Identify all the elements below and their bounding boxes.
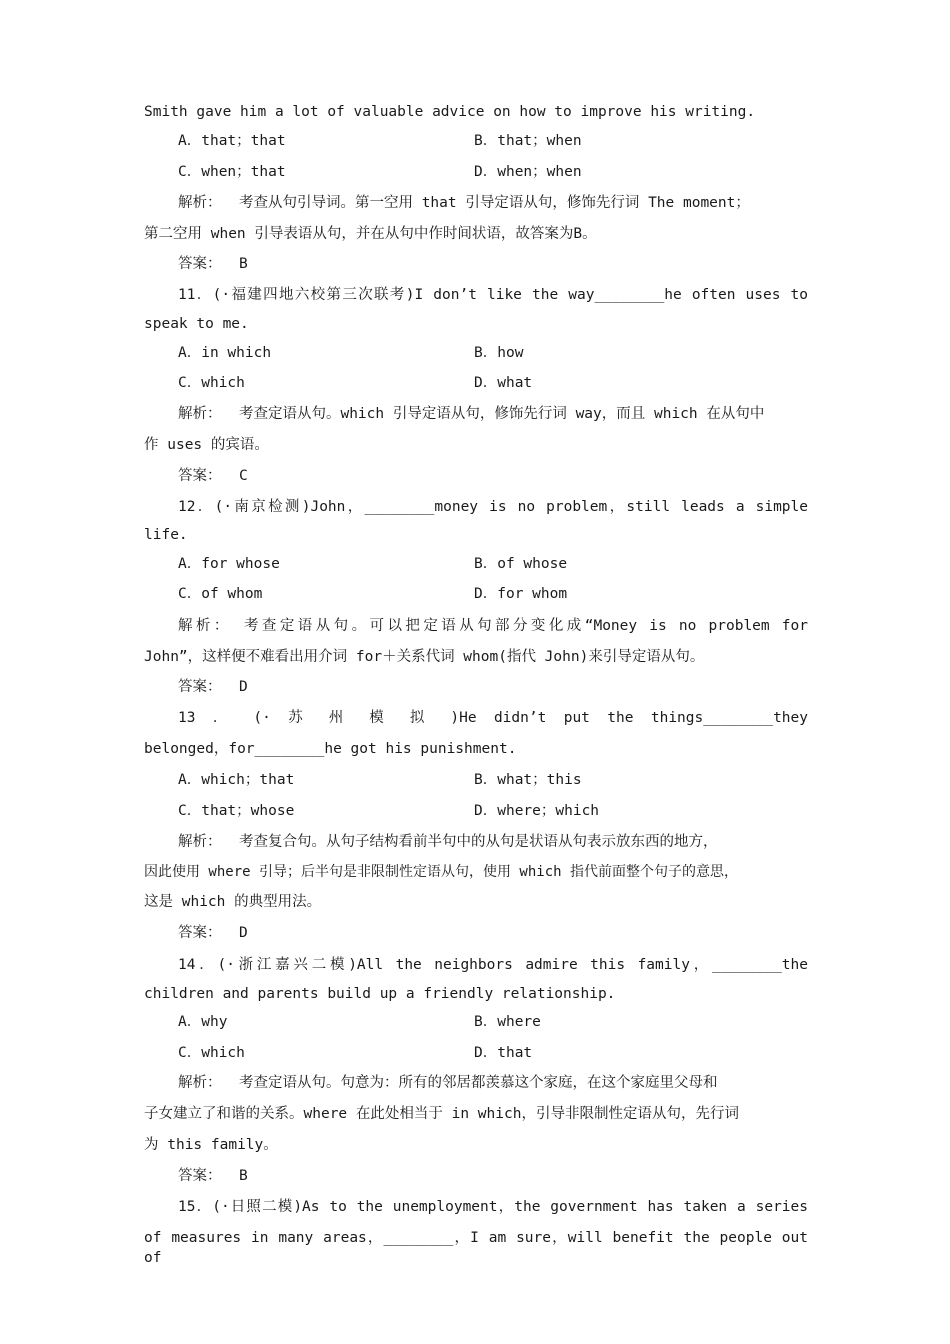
q10-explanation-line-2: 第二空用 when 引导表语从句，并在从句中作时间状语，故答案为B。 <box>144 226 597 242</box>
q13-option-b: B．what；this <box>474 772 582 788</box>
q12-explanation-line-2: John”，这样便不难看出用介词 for＋关系代词 whom(指代 John)来引导定语从句。 <box>144 649 705 665</box>
q14-explanation-line-1: 解析： 考查定语从句。句意为：所有的邻居都羡慕这个家庭，在这个家庭里父母和 <box>178 1075 718 1091</box>
question-10-stem-end: Smith gave him a lot of valuable advice on how to improve his writing. <box>144 104 756 120</box>
q13-option-a: A．which；that <box>178 772 295 788</box>
q14-option-b: B．where <box>474 1014 541 1030</box>
q12-answer: 答案： D <box>178 679 248 695</box>
q10-answer: 答案： B <box>178 256 248 272</box>
q10-option-b: B．that；when <box>474 133 582 149</box>
q11-answer: 答案： C <box>178 468 248 484</box>
question-13-stem-line-2: belonged，for________he got his punishment. <box>144 741 517 757</box>
q12-option-a: A．for whose <box>178 556 280 572</box>
q11-explanation-line-2: 作 uses 的宾语。 <box>144 437 269 453</box>
q12-option-d: D．for whom <box>474 586 568 602</box>
q14-explanation-line-3: 为 this family。 <box>144 1137 278 1153</box>
question-15-stem-line-1: 15．(·日照二模)As to the unemployment，the government has taken a series <box>178 1199 808 1215</box>
q10-explanation-line-1: 解析： 考查从句引导词。第一空用 that 引导定语从句，修饰先行词 The moment； <box>178 195 750 211</box>
question-13-stem-line-1: 13 ． (· 苏 州 模 拟 )He didn’t put the things________they <box>178 710 808 726</box>
q14-option-d: D．that <box>474 1045 533 1061</box>
question-14-stem-line-1: 14．(·浙江嘉兴二模)All the neighbors admire this family，________the <box>178 957 808 973</box>
question-12-stem-line-2: life. <box>144 527 188 543</box>
q12-explanation-line-1: 解析： 考查定语从句。可以把定语从句部分变化成“Money is no problem for <box>178 618 808 634</box>
q14-option-a: A．why <box>178 1014 228 1030</box>
q14-explanation-line-2: 子女建立了和谐的关系。where 在此处相当于 in which，引导非限制性定语从句，先行词 <box>144 1106 739 1122</box>
question-14-stem-line-2: children and parents build up a friendly relationship. <box>144 986 616 1002</box>
q12-option-b: B．of whose <box>474 556 568 572</box>
question-11-stem-line-2: speak to me. <box>144 316 249 332</box>
q11-option-d: D．what <box>474 375 533 391</box>
q13-explanation-line-2: 因此使用 where 引导；后半句是非限制性定语从句，使用 which 指代前面整个句子的意思， <box>144 864 738 880</box>
q14-option-c: C．which <box>178 1045 245 1061</box>
q12-option-c: C．of whom <box>178 586 263 602</box>
q11-explanation-line-1: 解析： 考查定语从句。which 引导定语从句，修饰先行词 way，而且 which 在从句中 <box>178 406 765 422</box>
q11-option-a: A．in which <box>178 345 272 361</box>
question-11-stem-line-1: 11．(·福建四地六校第三次联考)I don’t like the way________he often uses to <box>178 287 808 303</box>
q13-explanation-line-1: 解析： 考查复合句。从句子结构看前半句中的从句是状语从句表示放东西的地方， <box>178 834 718 850</box>
q11-option-b: B．how <box>474 345 524 361</box>
q10-option-d: D．when；when <box>474 164 582 180</box>
question-12-stem-line-1: 12．(·南京检测)John，________money is no problem，still leads a simple <box>178 499 808 515</box>
question-15-stem-line-2: of measures in many areas，________，I am sure，will benefit the people out of <box>144 1230 808 1266</box>
q13-answer: 答案： D <box>178 925 248 941</box>
q13-explanation-line-3: 这是 which 的典型用法。 <box>144 894 322 910</box>
q14-answer: 答案： B <box>178 1168 248 1184</box>
q13-option-c: C．that；whose <box>178 803 295 819</box>
q10-option-a: A．that；that <box>178 133 286 149</box>
q13-option-d: D．where；which <box>474 803 600 819</box>
q10-option-c: C．when；that <box>178 164 286 180</box>
q11-option-c: C．which <box>178 375 245 391</box>
